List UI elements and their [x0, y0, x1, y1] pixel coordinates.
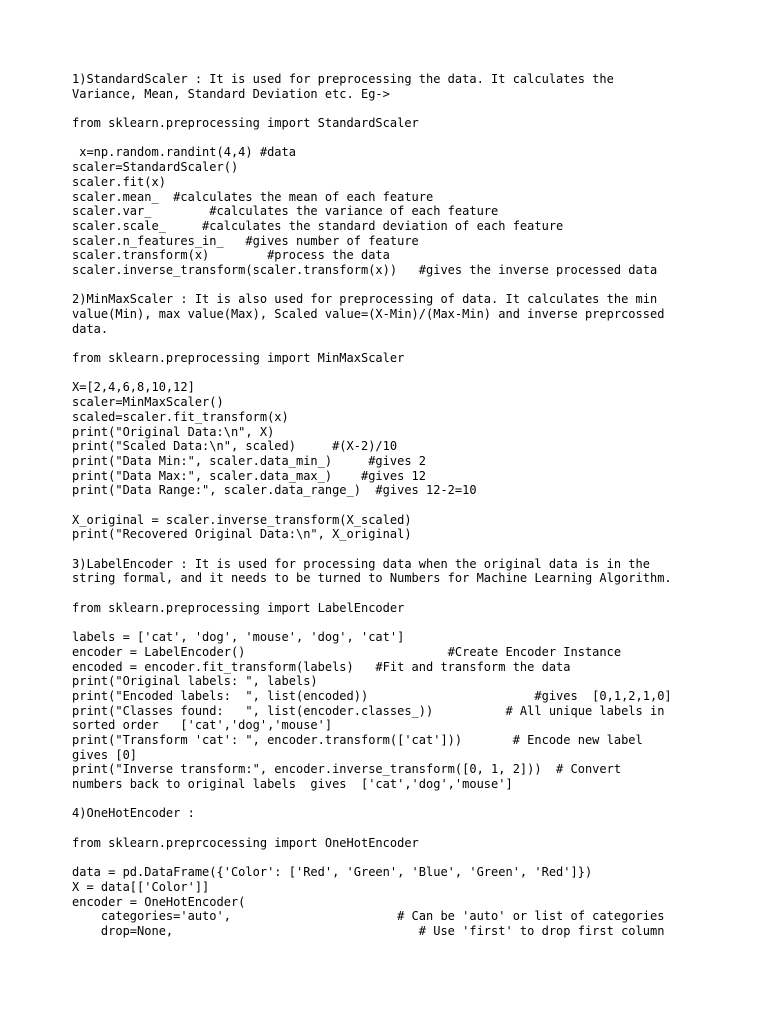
document-line: categories='auto', # Can be 'auto' or list of categories: [72, 909, 665, 924]
document-line: scaler.n_features_in_ #gives number of feature: [72, 233, 419, 248]
document-line: [72, 586, 708, 601]
document-line: print("Original labels: ", labels): [72, 674, 318, 689]
document-line: [72, 542, 708, 557]
document-line: scaler.mean_ #calculates the mean of each feature: [72, 189, 434, 204]
document-line: [72, 366, 708, 381]
document-line: scaler.transform(x) #process the data: [72, 248, 390, 263]
document-line: [72, 131, 708, 146]
document-line: value(Min), max value(Max), Scaled value=(X-Min)/(Max-Min) and inverse preprcossed: [72, 307, 665, 321]
document-line: print("Data Min:", scaler.data_min_) #gives 2: [72, 453, 427, 468]
document-line: 2)MinMaxScaler : It is also used for preprocessing of data. It calculates the min: [72, 292, 658, 307]
document-line: print("Scaled Data:\n", scaled) #(X-2)/10: [72, 439, 398, 454]
document-line: print("Classes found: ", list(encoder.classes_)) # All unique labels in: [72, 703, 665, 718]
document-line: print("Original Data:\n", X): [72, 424, 275, 439]
document-line: print("Encoded labels: ", list(encoded)) #gives [0,1,2,1,0]: [72, 688, 672, 703]
document-line: scaler.scale_ #calculates the standard deviation of each feature: [72, 218, 564, 233]
document-line: X=[2,4,6,8,10,12]: [72, 380, 195, 395]
document-line: [72, 336, 708, 351]
document-line: print("Data Range:", scaler.data_range_) #gives 12-2=10: [72, 483, 477, 498]
document-line: encoder = LabelEncoder() #Create Encoder Instance: [72, 644, 622, 659]
document-line: scaler=MinMaxScaler(): [72, 395, 224, 410]
document-line: from sklearn.preprocessing import StandardScaler: [72, 116, 419, 131]
document-line: scaler.var_ #calculates the variance of each feature: [72, 204, 499, 219]
document-line: drop=None, # Use 'first' to drop first column: [72, 923, 665, 938]
document-line: 4)OneHotEncoder :: [72, 806, 195, 821]
document-line: [72, 821, 708, 836]
document-line: gives [0]: [72, 747, 138, 762]
document-line: scaler.fit(x): [72, 174, 166, 189]
document-line: encoder = OneHotEncoder(: [72, 894, 246, 909]
document-line: data = pd.DataFrame({'Color': ['Red', 'Green', 'Blue', 'Green', 'Red']}): [72, 865, 593, 880]
document-line: encoded = encoder.fit_transform(labels) #Fit and transform the data: [72, 659, 571, 674]
document-body: [72, 72, 708, 939]
document-line: X = data[['Color']]: [72, 879, 210, 894]
document-line: 1)StandardScaler : It is used for preprocessing the data. It calculates the: [72, 72, 614, 86]
document-line: numbers back to original labels gives ['cat','dog','mouse']: [72, 777, 513, 791]
document-line: 3)LabelEncoder : It is used for processing data when the original data is in the: [72, 556, 650, 571]
document-line: [72, 615, 708, 630]
document-line: x=np.random.randint(4,4) #data: [72, 145, 296, 160]
document-line: string formal, and it needs to be turned to Numbers for Machine Learning Algorithm.: [72, 571, 672, 586]
document-line: [72, 278, 708, 293]
document-line: print("Inverse transform:", encoder.inverse_transform([0, 1, 2])) # Convert: [72, 762, 622, 777]
document-line: scaler=StandardScaler(): [72, 160, 239, 175]
document-line: labels = ['cat', 'dog', 'mouse', 'dog', 'cat']: [72, 630, 405, 645]
document-line: from sklearn.preprocessing import LabelEncoder: [72, 600, 405, 615]
document-line: from sklearn.preprcocessing import OneHotEncoder: [72, 835, 419, 850]
document-line: scaler.inverse_transform(scaler.transform(x)) #gives the inverse processed data: [72, 262, 658, 277]
document-line: Variance, Mean, Standard Deviation etc. Eg->: [72, 86, 390, 101]
document-line: [72, 792, 708, 807]
document-line: scaled=scaler.fit_transform(x): [72, 409, 289, 424]
document-line: [72, 101, 708, 116]
document-line: [72, 498, 708, 513]
document-line: print("Recovered Original Data:\n", X_original): [72, 527, 412, 542]
document-line: X_original = scaler.inverse_transform(X_scaled): [72, 512, 412, 527]
document-line: print("Transform 'cat': ", encoder.transform(['cat'])) # Encode new label: [72, 732, 643, 747]
document-line: [72, 850, 708, 865]
document-line: sorted order ['cat','dog','mouse']: [72, 718, 333, 733]
document-line: print("Data Max:", scaler.data_max_) #gives 12: [72, 468, 427, 483]
document-line: data.: [72, 321, 109, 336]
document-line: from sklearn.preprocessing import MinMaxScaler: [72, 351, 405, 366]
